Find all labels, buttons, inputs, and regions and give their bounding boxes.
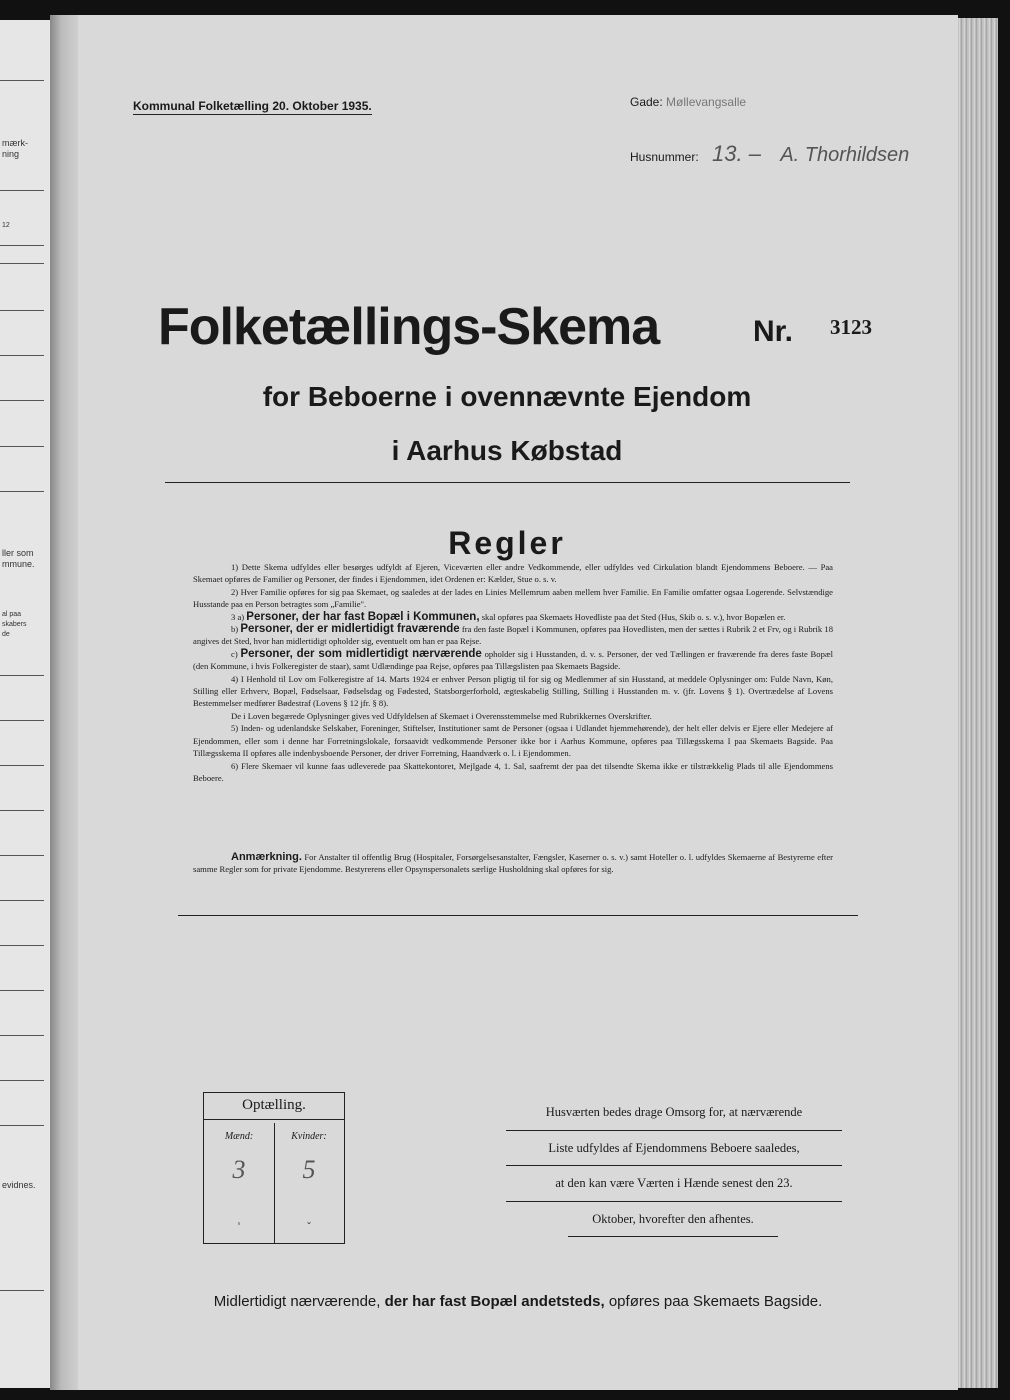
rule-3c: c) Personer, der som midlertidigt nærværende opholder sig i Husstanden, d. v. s. Personer, der ved Tællingen er fraværende fra deres faste Bopæl (den Kommune, i hvis Folkeregister de staar), samt Udlændinge paa Rejse, opføres paa Tillægslisten paa Skemaets Bagside. [193, 647, 834, 672]
left-page-text: mærk- ning [2, 138, 28, 159]
footer-bold-text: der har fast Bopæl andetsteds, [384, 1293, 605, 1310]
rule-3a: 3 a) Personer, der har fast Bopæl i Kommunen, skal opføres paa Skemaets Hovedliste paa det Sted (Hus, Skib o. s. v.), hvor Bopælen er. [231, 610, 786, 623]
divider [165, 482, 850, 483]
rule-line [0, 810, 44, 811]
footer-note [78, 1293, 958, 1310]
form-subtitle-city: i Aarhus Købstad [391, 435, 623, 466]
footer-text: Midlertidigt nærværende, [213, 1293, 381, 1310]
street-label: Gade: [630, 95, 663, 109]
rule-line [0, 945, 44, 946]
left-facing-page [0, 20, 50, 1388]
handwritten-owner-name: A. Thorhildsen [780, 144, 910, 166]
men-count: 3 [232, 1155, 246, 1184]
rules-text [193, 561, 833, 784]
rule-line [0, 765, 44, 766]
men-tick-mark: ˌ [236, 1205, 242, 1225]
rule-line [0, 80, 44, 81]
rule-line [0, 491, 44, 492]
census-form-page [78, 15, 958, 1390]
rule-line [0, 1035, 44, 1036]
rule-line [0, 355, 44, 356]
rule-4: 4) I Henhold til Lov om Folkeregistre af 14. Marts 1924 er enhver Person pligtig til for sig og Medlemmer af sin Husstand, at meddele Oplysninger om: Fulde Navn, Køn, Stilling eller Erhverv, Bopæl, Fødselsaar, Fødselsdag og Fødested, Statsborgerforhold, ægteskabelig Stilling, Stilling i Husstanden m. v. (jfr. Lovens § 1). Overtrædelse af Lovens Bestemmelser medfører Bødestraf (Lovens § 12 jfr. § 8). [193, 673, 833, 709]
remark-text: For Anstalter til offentlig Brug (Hospitaler, Forsørgelsesanstalter, Fængsler, Kaserner o. s. v.) samt Hoteller o. l. udfyldes Skemaerne af Bestyrerne efter samme Regler som for private Ejendomme. Bestyrerens eller Opsynspersonalets særlige Husholdning skal opføres for sig. [193, 852, 834, 875]
form-subtitle: for Beboerne i ovennævnte Ejendom [262, 381, 752, 412]
form-title: Folketællings-Skema [158, 298, 660, 356]
rule-line [0, 720, 44, 721]
rule-line [0, 263, 44, 264]
women-count: 5 [302, 1155, 316, 1184]
rule-line [0, 855, 44, 856]
rule-4b: De i Loven begærede Oplysninger gives ved Udfyldelsen af Skemaet i Overensstemmelse med Rubrikkernes Overskrifter. [231, 710, 652, 721]
remark-label: Anmærkning. [231, 851, 302, 863]
left-page-text: evidnes. [2, 1180, 36, 1190]
count-box [203, 1092, 345, 1244]
landlord-notice [506, 1095, 842, 1237]
men-label: Mænd: [224, 1131, 254, 1142]
house-number-value: 13. – [712, 141, 761, 166]
left-page-text: 12 [2, 222, 10, 229]
book-gutter [50, 15, 78, 1390]
women-tick-mark: ˯ [306, 1205, 312, 1225]
notice-line: Husværten bedes drage Omsorg for, at nærværende [506, 1095, 842, 1131]
divider [178, 915, 858, 916]
women-label: Kvinder: [291, 1131, 327, 1142]
rule-line [0, 1290, 44, 1291]
rule-line [0, 675, 44, 676]
notice-line: at den kan være Værten i Hænde senest den 23. [506, 1166, 842, 1202]
rule-line [0, 400, 44, 401]
street-line [630, 95, 746, 109]
rule-line [0, 446, 44, 447]
house-number-line [630, 141, 909, 167]
left-page-text: al paa skabers de [2, 611, 27, 638]
left-page-text: ller som mmune. [2, 548, 35, 569]
count-box-title: Optælling. [204, 1097, 344, 1120]
page-edges [958, 18, 998, 1388]
rule-line [0, 190, 44, 191]
rule-1: 1) Dette Skema udfyldes eller besørges udfyldt af Ejeren, Viceværten eller andre Vedkommende, eller udfyldes ved Cirkulation blandt Ejendommens Beboere. — Paa Skemaet opføres de Familier og Personer, der findes i Ejendommen, idet Ordenen er: Kælder, Stue o. s. v. [193, 562, 833, 585]
remark-paragraph [193, 851, 833, 876]
rule-line [0, 1080, 44, 1081]
notice-line: Liste udfyldes af Ejendommens Beboere saaledes, [506, 1131, 842, 1167]
rules-heading: Regler [448, 525, 566, 561]
street-value: Møllevangsalle [666, 95, 747, 109]
notice-line: Oktober, hvorefter den afhentes. [568, 1202, 778, 1238]
form-number-value: 3123 [830, 315, 872, 339]
rule-2: 2) Hver Familie opføres for sig paa Skemaet, og saaledes at der lades en Linies Mellemrum aaben mellem hver Familie. En Familie omfatter ogsaa Logerende. Selvstændige Husstande paa en Person betragtes som „Familie". [193, 586, 833, 610]
rule-3b: b) Personer, der er midlertidigt fraværende fra den faste Bopæl i Kommunen, opføres paa Hovedlisten, men der sættes i Rubrik 2 et Frv, og i Rubrik 18 angives det Sted, hvor han midlertidigt opholder sig, eventuelt om han er paa Rejse. [193, 623, 833, 647]
rule-6: 6) Flere Skemaer vil kunne faas udleverede paa Skattekontoret, Mejlgade 4, 1. Sal, saafremt der paa det tilsendte Skema ikke er tilstrækkelig Plads til alle Ejendommens Beboere. [193, 760, 833, 783]
census-header-title: Kommunal Folketælling 20. Oktober 1935. [133, 99, 372, 113]
form-number-label: Nr. [753, 315, 794, 348]
rule-line [0, 310, 44, 311]
house-number-label: Husnummer: [630, 150, 699, 164]
rule-5: 5) Inden- og udenlandske Selskaber, Foreninger, Stiftelser, Institutioner samt de Personer (ogsaa i Udlandet hjemmehørende), der helt eller delvis er Ejere eller Medejere af Ejendommen, eller som i denne har Forretningslokale, forsaavidt vedkommende Personer ikke bor i Aarhus Kommune, opføres paa Tillægsskema I paa Skemaets Bagside. Paa Tillægsskema II opføres alle indenbysboende Personer, der driver Forretning, Haandværk o. l. i Ejendommen. [193, 723, 833, 759]
rule-line [0, 245, 44, 246]
rule-line [0, 1125, 44, 1126]
rule-line [0, 990, 44, 991]
footer-text: opføres paa Skemaets Bagside. [608, 1293, 823, 1310]
rule-line [0, 900, 44, 901]
